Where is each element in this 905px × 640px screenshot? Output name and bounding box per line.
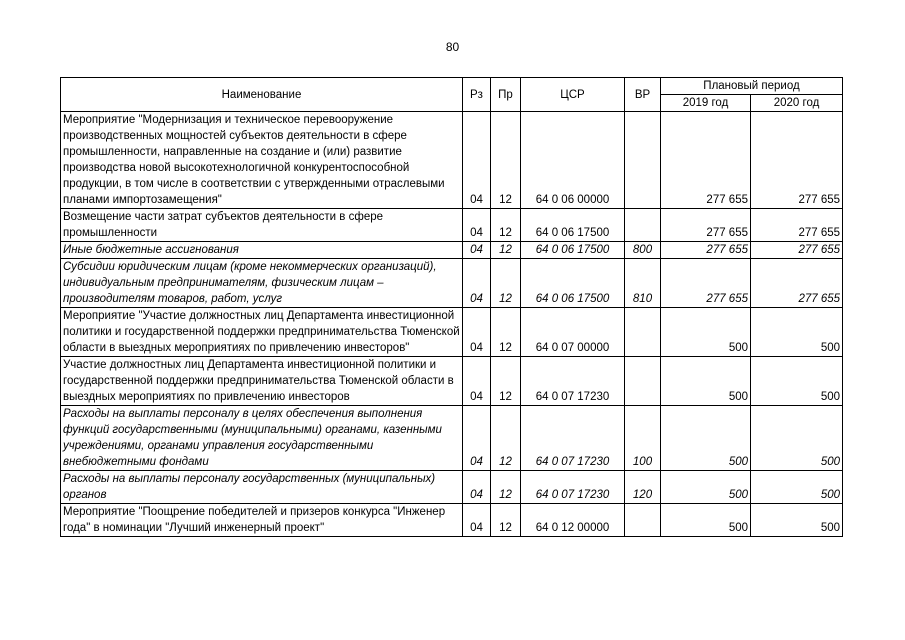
row-2019: 277 655 [661,259,751,308]
row-name: Субсидии юридическим лицам (кроме некоммерческих организаций), индивидуальным предпринимателям, физическим лицам – производителям товаров, работ, услуг [61,259,463,308]
row-pr: 12 [491,357,521,406]
row-csr: 64 0 06 17500 [521,242,625,259]
row-name: Мероприятие "Модернизация и техническое перевооружение производственных мощностей субъектов деятельности в сфере промышленности, направленные на создание и (или) развитие производства новой высокотехнологичной конкурентоспособной продукции, в том числе в соответствии с утвержденными отраслевыми планами импортозамещения" [61,112,463,209]
header-planned-period: Плановый период [661,78,843,95]
table-row [61,308,843,357]
row-csr: 64 0 07 17230 [521,357,625,406]
row-vr: 810 [625,259,661,308]
row-pr: 12 [491,406,521,471]
table-row [61,242,843,259]
row-2019: 500 [661,308,751,357]
header-rz: Рз [463,78,491,112]
row-pr: 12 [491,112,521,209]
row-rz: 04 [463,471,491,504]
row-rz: 04 [463,406,491,471]
row-name: Участие должностных лиц Департамента инвестиционной политики и государственной поддержки предпринимательства Тюменской области в выездных мероприятиях по привлечению инвесторов [61,357,463,406]
table-row [61,209,843,242]
row-2020: 277 655 [751,259,843,308]
row-2020: 277 655 [751,112,843,209]
row-csr: 64 0 07 17230 [521,406,625,471]
row-2020: 500 [751,471,843,504]
header-csr: ЦСР [521,78,625,112]
row-csr: 64 0 06 17500 [521,259,625,308]
row-2019: 277 655 [661,209,751,242]
row-rz: 04 [463,112,491,209]
header-year-2019: 2019 год [661,95,751,112]
row-2020: 500 [751,406,843,471]
row-rz: 04 [463,308,491,357]
row-vr: 120 [625,471,661,504]
row-csr: 64 0 07 00000 [521,308,625,357]
row-2019: 500 [661,471,751,504]
row-2020: 500 [751,308,843,357]
row-pr: 12 [491,242,521,259]
row-2020: 277 655 [751,209,843,242]
table-row [61,112,843,209]
table-row [61,504,843,537]
row-pr: 12 [491,209,521,242]
row-csr: 64 0 06 00000 [521,112,625,209]
row-2020: 500 [751,504,843,537]
row-name: Возмещение части затрат субъектов деятельности в сфере промышленности [61,209,463,242]
row-csr: 64 0 07 17230 [521,471,625,504]
row-name: Иные бюджетные ассигнования [61,242,463,259]
row-vr [625,209,661,242]
row-rz: 04 [463,357,491,406]
row-2020: 277 655 [751,242,843,259]
table-row [61,406,843,471]
row-vr [625,504,661,537]
row-pr: 12 [491,471,521,504]
header-year-2020: 2020 год [751,95,843,112]
row-vr [625,357,661,406]
row-pr: 12 [491,504,521,537]
row-csr: 64 0 12 00000 [521,504,625,537]
table-row [61,471,843,504]
row-vr: 800 [625,242,661,259]
row-rz: 04 [463,242,491,259]
row-name: Мероприятие "Поощрение победителей и призеров конкурса "Инженер года" в номинации "Лучший инженерный проект" [61,504,463,537]
row-vr: 100 [625,406,661,471]
row-rz: 04 [463,209,491,242]
row-csr: 64 0 06 17500 [521,209,625,242]
budget-table [60,77,843,537]
row-2019: 277 655 [661,242,751,259]
row-rz: 04 [463,504,491,537]
header-vr: ВР [625,78,661,112]
row-pr: 12 [491,259,521,308]
row-name: Расходы на выплаты персоналу государственных (муниципальных) органов [61,471,463,504]
header-pr: Пр [491,78,521,112]
table-row [61,259,843,308]
table-row [61,357,843,406]
row-2019: 500 [661,406,751,471]
row-vr [625,308,661,357]
row-2019: 500 [661,504,751,537]
row-rz: 04 [463,259,491,308]
page-number: 80 [445,40,460,54]
row-2019: 500 [661,357,751,406]
row-pr: 12 [491,308,521,357]
row-2020: 500 [751,357,843,406]
row-vr [625,112,661,209]
row-name: Расходы на выплаты персоналу в целях обеспечения выполнения функций государственными (муниципальными) органами, казенными учреждениями, органами управления государственными внебюджетными фондами [61,406,463,471]
header-name: Наименование [61,78,463,112]
row-2019: 277 655 [661,112,751,209]
row-name: Мероприятие "Участие должностных лиц Департамента инвестиционной политики и государственной поддержки предпринимательства Тюменской области в выездных мероприятиях по привлечению инвесторов" [61,308,463,357]
